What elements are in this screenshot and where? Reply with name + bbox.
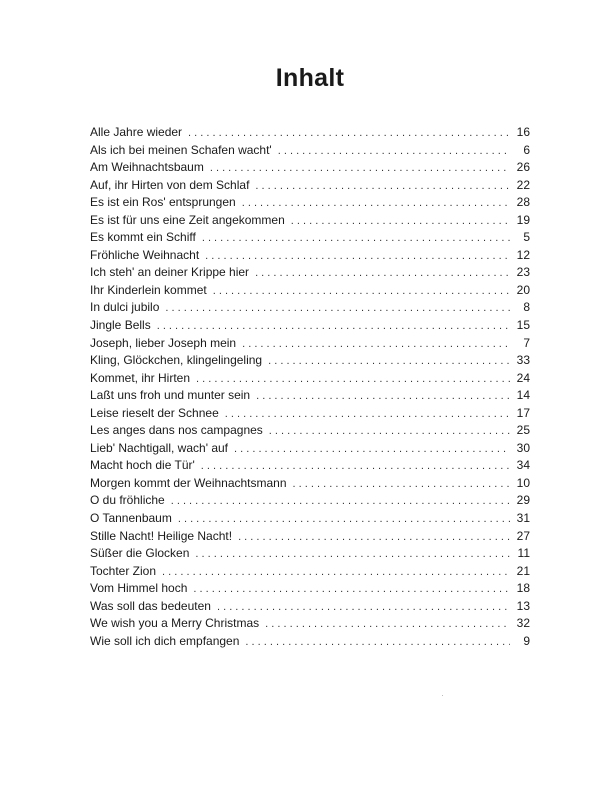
toc-leader-dots: [225, 406, 510, 423]
toc-entry-title: Tochter Zion: [90, 563, 157, 578]
toc-entry-title: Es ist ein Ros' entsprungen: [90, 195, 236, 210]
toc-row: [90, 580, 530, 598]
toc-page-number: 28: [516, 195, 530, 210]
toc-page-number: 18: [516, 581, 530, 596]
toc-page-number: 16: [516, 125, 530, 139]
toc-row: [90, 370, 530, 388]
toc-page-number: 9: [523, 633, 530, 648]
toc-row: [90, 194, 530, 212]
toc-entry-title: Es kommt ein Schiff: [90, 230, 196, 245]
toc-page-number: 8: [523, 300, 530, 315]
table-of-contents: [90, 124, 530, 650]
toc-entry-title: Ihr Kinderlein kommet: [90, 282, 207, 297]
toc-leader-dots: [162, 564, 510, 581]
toc-leader-dots: [234, 441, 510, 458]
toc-row: [90, 299, 530, 317]
toc-entry-title: Leise rieselt der Schnee: [90, 405, 219, 420]
toc-row: [90, 528, 530, 546]
toc-row: [90, 212, 530, 230]
toc-page-number: 29: [516, 493, 530, 508]
toc-page-number: 24: [516, 370, 530, 385]
toc-entry-title: In dulci jubilo: [90, 300, 160, 315]
toc-page-number: 15: [516, 318, 530, 333]
toc-page-number: 10: [516, 475, 530, 490]
toc-entry-title: Süßer die Glocken: [90, 546, 190, 561]
toc-entry-title: Fröhliche Weihnacht: [90, 247, 200, 262]
toc-page-number: 6: [523, 142, 530, 157]
toc-page-number: 27: [516, 528, 530, 543]
toc-page-number: 5: [523, 230, 530, 245]
toc-page-number: 22: [516, 177, 530, 192]
toc-leader-dots: [217, 599, 510, 616]
toc-entry-title: Jingle Bells: [90, 318, 151, 333]
toc-leader-dots: [201, 458, 510, 475]
toc-row: [90, 142, 530, 160]
toc-leader-dots: [165, 300, 510, 317]
toc-row: [90, 405, 530, 423]
toc-leader-dots: [269, 423, 510, 440]
toc-entry-title: Alle Jahre wieder: [90, 125, 183, 139]
toc-entry-title: Was soll das bedeuten: [90, 598, 211, 613]
toc-leader-dots: [205, 248, 510, 265]
toc-leader-dots: [238, 529, 510, 546]
toc-leader-dots: [157, 318, 510, 335]
toc-leader-dots: [256, 388, 510, 405]
toc-entry-title: Laßt uns froh und munter sein: [90, 388, 251, 403]
toc-entry-title: Wie soll ich dich empfangen: [90, 633, 240, 648]
toc-row: [90, 159, 530, 177]
toc-leader-dots: [255, 265, 510, 282]
toc-page-number: 7: [523, 335, 530, 350]
page-title: Inhalt: [275, 64, 345, 92]
toc-row: [90, 317, 530, 335]
toc-page-number: 25: [516, 423, 530, 438]
toc-leader-dots: [278, 143, 510, 160]
toc-leader-dots: [188, 125, 510, 142]
toc-entry-title: Les anges dans nos campagnes: [90, 423, 263, 438]
toc-entry-title: Stille Nacht! Heilige Nacht!: [90, 528, 233, 543]
toc-leader-dots: [291, 213, 510, 230]
toc-row: [90, 563, 530, 581]
toc-entry-title: Ich steh' an deiner Krippe hier: [90, 265, 250, 280]
toc-entry-title: Als ich bei meinen Schafen wacht': [90, 142, 272, 157]
toc-row: [90, 457, 530, 475]
toc-row: [90, 247, 530, 265]
toc-leader-dots: [242, 195, 510, 212]
toc-page-number: 33: [516, 353, 530, 368]
toc-page-number: 14: [516, 388, 530, 403]
toc-row: [90, 510, 530, 528]
toc-row: [90, 475, 530, 493]
toc-row: [90, 177, 530, 195]
toc-row: [90, 633, 530, 651]
toc-entry-title: Morgen kommt der Weihnachtsmann: [90, 475, 287, 490]
toc-page-number: 17: [516, 405, 530, 420]
toc-row: [90, 440, 530, 458]
toc-page-number: 23: [516, 265, 530, 280]
toc-leader-dots: [293, 476, 510, 493]
toc-page-number: 26: [516, 160, 530, 175]
toc-entry-title: Es ist für uns eine Zeit angekommen: [90, 212, 285, 227]
toc-page-number: 30: [516, 440, 530, 455]
toc-row: [90, 387, 530, 405]
toc-page-number: 21: [516, 563, 530, 578]
toc-entry-title: Kommet, ihr Hirten: [90, 370, 191, 385]
toc-row: [90, 615, 530, 633]
toc-leader-dots: [202, 230, 510, 247]
toc-row: [90, 598, 530, 616]
toc-leader-dots: [255, 178, 510, 195]
toc-leader-dots: [213, 283, 510, 300]
toc-entry-title: Auf, ihr Hirten von dem Schlaf: [90, 177, 250, 192]
toc-row: [90, 282, 530, 300]
toc-entry-title: Lieb' Nachtigall, wach' auf: [90, 440, 228, 455]
toc-leader-dots: [196, 371, 510, 388]
toc-row: [90, 492, 530, 510]
toc-row: [90, 229, 530, 247]
toc-leader-dots: [210, 160, 510, 177]
toc-row: [90, 335, 530, 353]
toc-entry-title: O Tannenbaum: [90, 511, 172, 526]
toc-page-number: 19: [516, 212, 530, 227]
toc-leader-dots: [245, 634, 510, 651]
toc-page-number: 20: [516, 282, 530, 297]
toc-page-number: 32: [516, 616, 530, 631]
toc-entry-title: Joseph, lieber Joseph mein: [90, 335, 237, 350]
toc-leader-dots: [193, 581, 510, 598]
toc-page-number: 12: [516, 247, 530, 262]
toc-page-number: 31: [516, 511, 530, 526]
toc-row: [90, 422, 530, 440]
toc-row: [90, 124, 530, 142]
toc-entry-title: We wish you a Merry Christmas: [90, 616, 260, 631]
toc-leader-dots: [171, 493, 510, 510]
toc-row: [90, 352, 530, 370]
toc-leader-dots: [268, 353, 510, 370]
toc-entry-title: Am Weihnachtsbaum: [90, 160, 204, 175]
toc-entry-title: Macht hoch die Tür': [90, 458, 195, 473]
toc-leader-dots: [265, 616, 510, 633]
toc-entry-title: Kling, Glöckchen, klingelingeling: [90, 353, 263, 368]
toc-page-number: 13: [516, 598, 530, 613]
toc-row: [90, 264, 530, 282]
toc-page-number: 11: [517, 546, 530, 561]
toc-entry-title: Vom Himmel hoch: [90, 581, 188, 596]
toc-entry-title: O du fröhliche: [90, 493, 165, 508]
scan-speck: [442, 695, 443, 696]
toc-leader-dots: [195, 546, 510, 563]
toc-row: [90, 545, 530, 563]
toc-leader-dots: [178, 511, 510, 528]
toc-page-number: 34: [516, 458, 530, 473]
toc-leader-dots: [242, 336, 510, 353]
